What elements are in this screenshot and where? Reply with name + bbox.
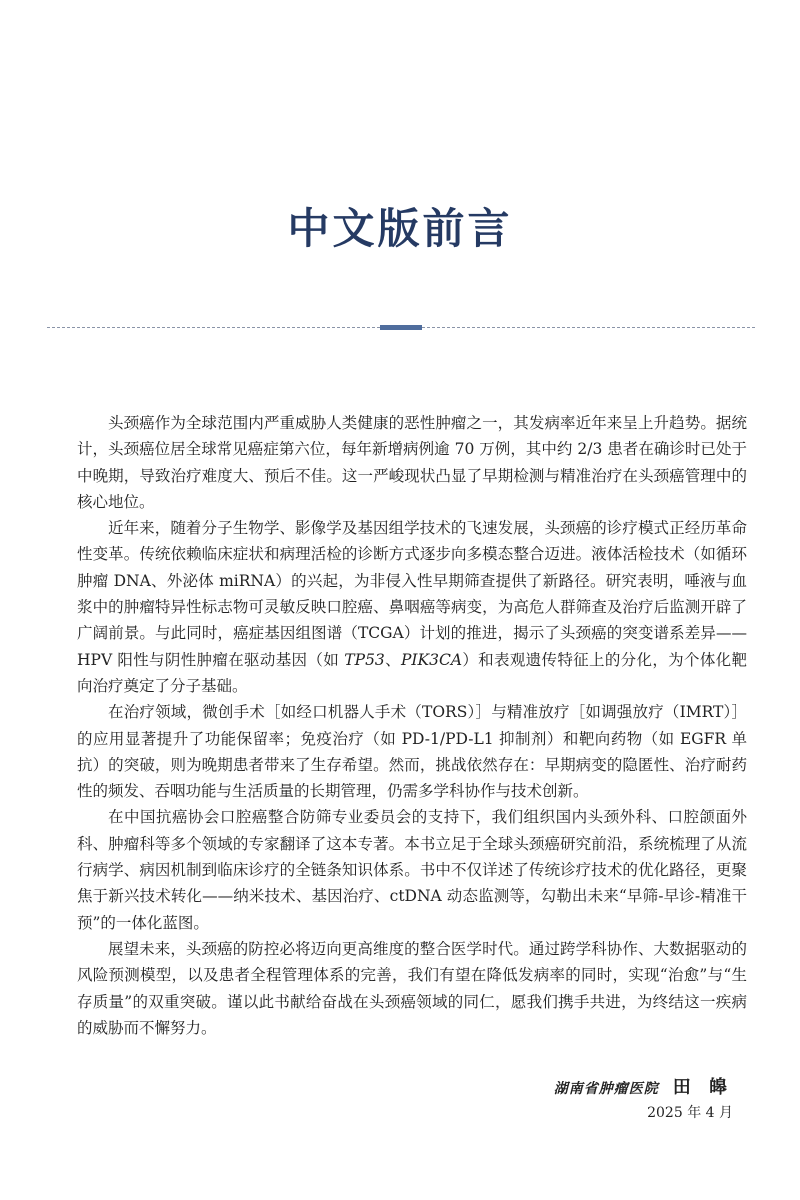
gene-name: TP53 (344, 650, 385, 669)
paragraph-1 (77, 410, 747, 515)
gene-name: PIK3CA (400, 650, 463, 669)
signature-name: 田 皞 (672, 1077, 733, 1098)
text-run: ）和表观遗传特征上的分化，为个体化靶向治疗奠定了分子基础。 (77, 650, 747, 695)
signature-block (554, 1077, 733, 1126)
signature-line (554, 1077, 733, 1100)
paragraph-3 (77, 699, 747, 804)
text-run: 在中国抗癌协会口腔癌整合防筛专业委员会的支持下，我们组织国内头颈外科、口腔颌面外科、肿瘤科等多个领域的专家翻译了这本专著。本书立足于全球头颈癌研究前沿，系统梳理了从流行病学、病因机制到临床诊疗的全链条知识体系。书中不仅详述了传统诊疗技术的优化路径，更聚焦于新兴技术转化——纳米技术、基因治疗、ctDNA 动态监测等，勾勒出未来“早筛-早诊-精准干预”的一体化蓝图。 (77, 808, 747, 932)
divider-accent-bar (380, 325, 422, 330)
text-run: 、 (384, 650, 401, 669)
text-run: 头颈癌作为全球范围内严重威胁人类健康的恶性肿瘤之一，其发病率近年来呈上升趋势。据统计，头颈癌位居全球常见癌症第六位，每年新增病例逾 70 万例，其中约 2/3 患者在确诊时已处于中晚期，导致治疗难度大、预后不佳。这一严峻现状凸显了早期检测与精准治疗在头颈癌管理中的核心地位。 (77, 414, 747, 511)
text-run: 展望未来，头颈癌的防控必将迈向更高维度的整合医学时代。通过跨学科协作、大数据驱动的风险预测模型，以及患者全程管理体系的完善，我们有望在降低发病率的同时，实现“治愈”与“生存质量”的双重突破。谨以此书献给奋战在头颈癌领域的同仁，愿我们携手共进，为终结这一疾病的威胁而不懈努力。 (77, 939, 747, 1037)
signature-date: 2025 年 4 月 (647, 1105, 733, 1121)
text-run: 在治疗领域，微创手术［如经口机器人手术（TORS）］与精准放疗［如调强放疗（IMRT）］的应用显著提升了功能保留率；免疫治疗（如 PD-1/PD-L1 抑制剂）和靶向药物（如 EGFR 单抗）的突破，则为晚期患者带来了生存希望。然而，挑战依然存在：早期病变的隐匿性、治疗耐药性的频发、吞咽功能与生活质量的长期管理，仍需多学科协作与技术创新。 (77, 703, 747, 801)
paragraph-2 (77, 515, 747, 699)
paragraph-5 (77, 936, 747, 1041)
signature-hospital: 湖南省肿瘤医院 (553, 1081, 659, 1097)
preface-body (77, 410, 747, 1041)
page-title: 中文版前言 (287, 204, 513, 253)
paragraph-4 (77, 804, 747, 935)
text-run: 近年来，随着分子生物学、影像学及基因组学技术的飞速发展，头颈癌的诊疗模式正经历革命性变革。传统依赖临床症状和病理活检的诊断方式逐步向多模态整合迈进。液体活检技术（如循环肿瘤 DNA、外泌体 miRNA）的兴起，为非侵入性早期筛查提供了新路径。研究表明，唾液与血浆中的肿瘤特异性标志物可灵敏反映口腔癌、鼻咽癌等病变，为高危人群筛查及治疗后监测开辟了广阔前景。与此同时，癌症基因组图谱（TCGA）计划的推进，揭示了头颈癌的突变谱系差异——HPV 阳性与阴性肿瘤在驱动基因（如 (77, 519, 747, 669)
